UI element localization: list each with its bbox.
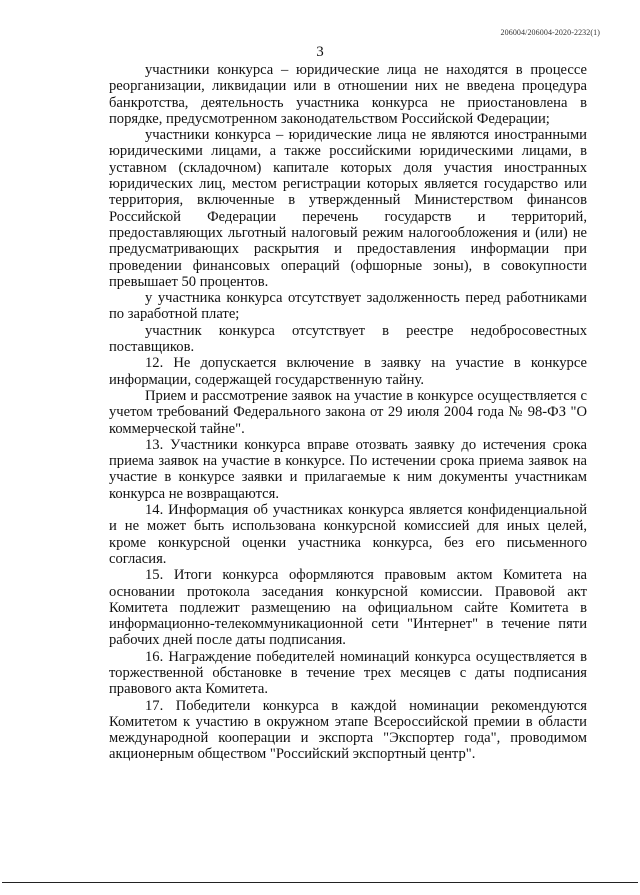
paragraph-offshore-condition: участники конкурса – юридические лица не являются иностранными юридическими лицами, а также российскими юридическими лицами, в уставном (складочном) капитале которых доля участия иностранных юридических лиц, местом регистрации которых является государство или территория, включенные в утвержденный Министерством финансов Российской Федерации перечень государств и территорий, предоставляющих льготный налоговый режим налогообложения и (или) не предусматривающих раскрытия и предоставления информации при проведении финансовых операций (офшорные зоны), в совокупности превышает 50 процентов. [109,127,587,290]
paragraph-17-recommendation: 17. Победители конкурса в каждой номинации рекомендуются Комитетом к участию в окружном этапе Всероссийской премии в области международной кооперации и экспорта "Экспортер года", проводимом акционерным обществом "Российский экспортный центр". [109,697,587,763]
paragraph-15-results: 15. Итоги конкурса оформляются правовым актом Комитета на основании протокола заседания конкурсной комиссии. Правовой акт Комитета подлежит размещению на официальном сайте Комитета в информационно-телекоммуникационной сети "Интернет" в течение пяти рабочих дней после даты подписания. [109,567,587,649]
document-id: 206004/206004-2020-2232(1) [500,28,600,37]
paragraph-14-confidentiality: 14. Информация об участниках конкурса является конфиденциальной и не может быть использована конкурсной комиссией для иных целей, кроме конкурсной оценки участника конкурса, без его письменного согласия. [109,502,587,567]
document-body [109,62,587,763]
paragraph-wage-debt-condition: у участника конкурса отсутствует задолженность перед работниками по заработной плате; [109,290,587,323]
paragraph-16-awarding: 16. Награждение победителей номинаций конкурса осуществляется в торжественной обстановке в течение трех месяцев с даты подписания правового акта Комитета. [109,648,587,698]
paragraph-unreliable-suppliers-condition: участник конкурса отсутствует в реестре недобросовестных поставщиков. [109,322,587,356]
paragraph-commercial-secret: Прием и рассмотрение заявок на участие в конкурсе осуществляется с учетом требований Федерального закона от 29 июля 2004 года № 98-ФЗ "О коммерческой тайне". [109,387,587,437]
bottom-divider [2,882,638,883]
page-number: 3 [316,44,324,60]
paragraph-reorganization-condition: участники конкурса – юридические лица не находятся в процессе реорганизации, ликвидации или в отношении них не введена процедура банкротства, деятельность участника конкурса не приостановлена в порядке, предусмотренном законодательством Российской Федерации; [109,62,587,127]
paragraph-13-withdrawal: 13. Участники конкурса вправе отозвать заявку до истечения срока приема заявок на участие в конкурсе. По истечении срока приема заявок на участие в конкурсе заявки и прилагаемые к ним документы участникам конкурса не возвращаются. [109,436,587,502]
paragraph-12-state-secret: 12. Не допускается включение в заявку на участие в конкурсе информации, содержащей государственную тайну. [109,355,587,388]
